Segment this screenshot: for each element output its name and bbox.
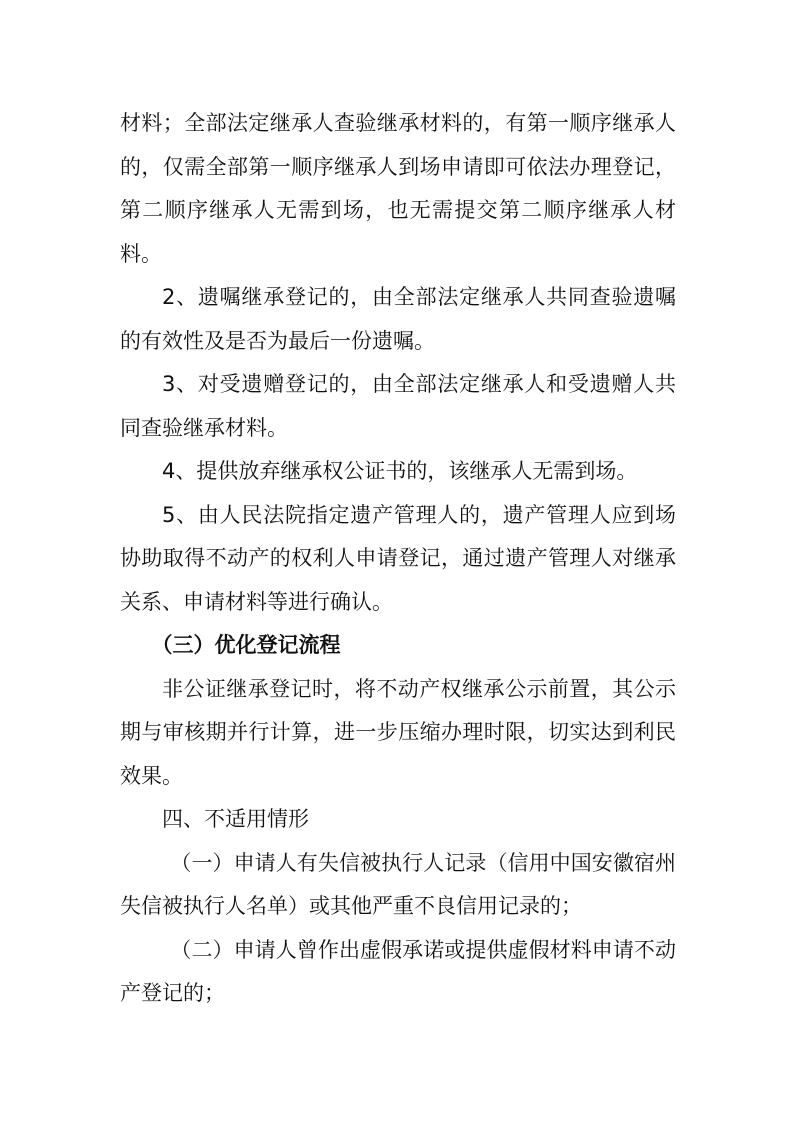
document-body xyxy=(120,102,676,1016)
section-heading-not-applicable: 四、不适用情形 xyxy=(162,807,309,831)
paragraph-continued-materials: 材料；全部法定继承人查验继承材料的，有第一顺序继承人的，仅需全部第一顺序继承人到场申请即可依法办理登记，第二顺序继承人无需到场，也无需提交第二顺序继承人材料。 xyxy=(120,111,676,266)
paragraph-item-3-bequest: 3、对受遗赠登记的，由全部法定继承人和受遗赠人共同查验继承材料。 xyxy=(120,372,676,440)
paragraph-not-applicable-2: （二）申请人曾作出虚假承诺或提供虚假材料申请不动产登记的； xyxy=(120,937,676,1005)
paragraph-item-5-estate-administrator: 5、由人民法院指定遗产管理人的，遗产管理人应到场协助取得不动产的权利人申请登记，通过遗产管理人对继承关系、申请材料等进行确认。 xyxy=(120,502,676,614)
section-heading-optimize-process: （三）优化登记流程 xyxy=(151,633,341,657)
paragraph-optimize-process: 非公证继承登记时，将不动产权继承公示前置，其公示期与审核期并行计算，进一步压缩办理时限，切实达到利民效果。 xyxy=(120,676,676,788)
paragraph-item-4-renunciation: 4、提供放弃继承权公证书的，该继承人无需到场。 xyxy=(162,459,638,483)
paragraph-not-applicable-1: （一）申请人有失信被执行人记录（信用中国安徽宿州失信被执行人名单）或其他严重不良信用记录的； xyxy=(120,850,676,918)
paragraph-item-2-will-inheritance: 2、遗嘱继承登记的，由全部法定继承人共同查验遗嘱的有效性及是否为最后一份遗嘱。 xyxy=(120,285,676,353)
